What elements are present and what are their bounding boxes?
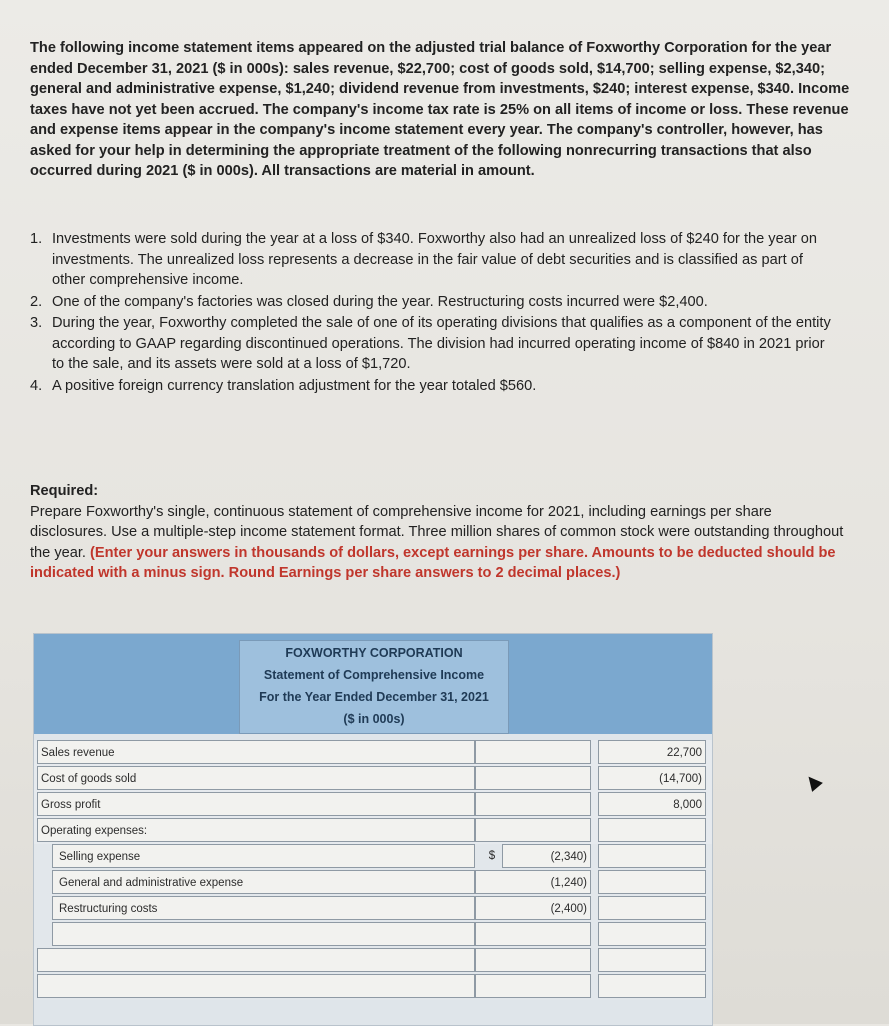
list-item (30, 229, 840, 291)
label-input[interactable]: Gross profit (37, 792, 475, 816)
required-section (30, 481, 850, 584)
amount-input[interactable]: (1,240) (475, 870, 591, 894)
item-text: One of the company's factories was closed during the year. Restructuring costs incurred were $2,400. (52, 293, 708, 310)
amount-input[interactable]: (14,700) (598, 766, 706, 790)
list-item (30, 376, 840, 397)
label-input[interactable] (52, 922, 475, 946)
amount-input[interactable] (475, 974, 591, 998)
amount-input[interactable] (598, 844, 706, 868)
amount-input[interactable]: 8,000 (598, 792, 706, 816)
amount-input[interactable]: (2,400) (475, 896, 591, 920)
amount-input[interactable] (475, 948, 591, 972)
table-row (34, 766, 712, 792)
table-row (34, 740, 712, 766)
company-name: FOXWORTHY CORPORATION (285, 646, 463, 660)
statement-units: ($ in 000s) (343, 712, 405, 726)
statement-form (33, 633, 713, 1026)
mouse-cursor-icon (803, 772, 823, 792)
amount-input[interactable] (475, 792, 591, 816)
amount-input[interactable] (598, 870, 706, 894)
statement-period: For the Year Ended December 31, 2021 (259, 690, 489, 704)
amount-input[interactable] (598, 948, 706, 972)
currency-symbol: $ (488, 850, 496, 862)
statement-header (239, 640, 509, 734)
table-row (34, 948, 712, 974)
label-input[interactable]: Sales revenue (37, 740, 475, 764)
label-input[interactable]: Selling expense (52, 844, 475, 868)
item-number: 1. (30, 231, 43, 247)
list-item (30, 313, 840, 375)
amount-input[interactable] (598, 974, 706, 998)
label-input[interactable]: Operating expenses: (37, 818, 475, 842)
label-input[interactable]: General and administrative expense (52, 870, 475, 894)
required-text: Prepare Foxworthy's single, continuous statement of comprehensive income for 2021, including earnings per share disclosures. Use a multiple-step income statement format. Three million shares of common stock were outstanding throughout the year. (30, 503, 844, 561)
label-input[interactable]: Restructuring costs (52, 896, 475, 920)
table-row (34, 922, 712, 948)
amount-input[interactable] (475, 922, 591, 946)
list-item (30, 292, 840, 313)
required-instructions: (Enter your answers in thousands of dollars, except earnings per share. Amounts to be deducted should be indicated with a minus sign. Round Earnings per share answers to 2 decimal places.) (30, 544, 836, 581)
table-row (34, 896, 712, 922)
item-number: 2. (30, 293, 43, 310)
amount-input[interactable] (475, 818, 591, 842)
amount-input[interactable] (598, 818, 706, 842)
label-input[interactable] (37, 948, 475, 972)
item-number: 4. (30, 377, 43, 394)
statement-header-band (34, 634, 712, 734)
label-input[interactable]: Cost of goods sold (37, 766, 475, 790)
amount-input[interactable]: (2,340) (502, 844, 591, 868)
item-text: During the year, Foxworthy completed the sale of one of its operating divisions that qualifies as a component of the entity according to GAAP regarding discontinued operations. The division had incurred operating income of $840 in 2021 prior to the sale, and its assets were sold at a loss of $1,720. (52, 315, 831, 372)
table-row (34, 792, 712, 818)
problem-intro: The following income statement items appeared on the adjusted trial balance of Foxworthy Corporation for the year ended December 31, 2021 ($ in 000s): sales revenue, $22,700; cost of goods sold, $14,700; selling expense, $2,340; general and administrative expense, $1,240; dividend revenue from investments, $240; interest expense, $340. Income taxes have not yet been accrued. The company's income tax rate is 25% on all items of income or loss. These revenue and expense items appear in the company's income statement every year. The company's controller, however, has asked for your help in determining the appropriate treatment of the following nonrecurring transactions that also occurred during 2021 ($ in 000s). All transactions are material in amount. (30, 40, 850, 179)
amount-input[interactable] (475, 740, 591, 764)
amount-input[interactable] (475, 766, 591, 790)
table-row (34, 974, 712, 1000)
required-heading: Required: (30, 483, 99, 499)
table-row (34, 818, 712, 844)
table-row (34, 844, 712, 870)
amount-input[interactable] (598, 922, 706, 946)
transaction-list (30, 229, 840, 397)
table-row (34, 870, 712, 896)
item-text: Investments were sold during the year at a loss of $340. Foxworthy also had an unrealized loss of $240 for the year on investments. The unrealized loss represents a decrease in the fair value of debt securities and is classified as part of other comprehensive income. (52, 231, 817, 288)
amount-input[interactable]: 22,700 (598, 740, 706, 764)
amount-input[interactable] (598, 896, 706, 920)
item-text: A positive foreign currency translation adjustment for the year totaled $560. (52, 377, 537, 394)
item-number: 3. (30, 315, 43, 331)
label-input[interactable] (37, 974, 475, 998)
statement-title: Statement of Comprehensive Income (263, 668, 485, 682)
